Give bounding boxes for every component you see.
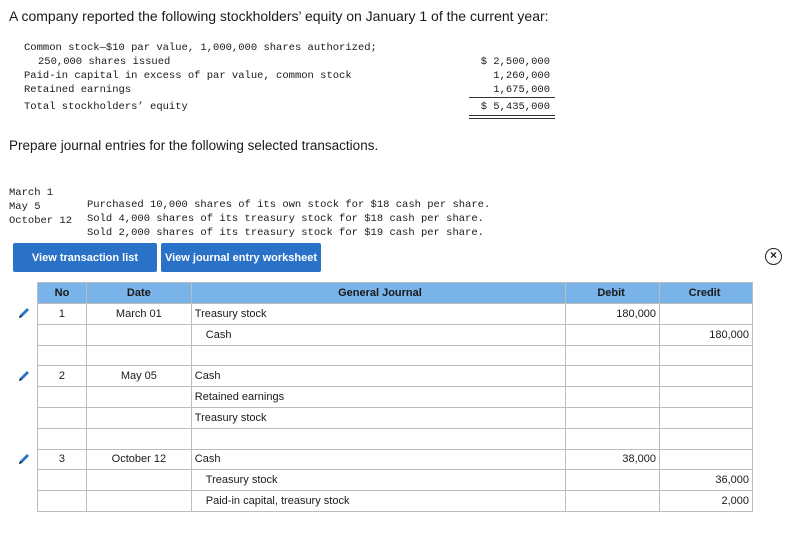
cell-account[interactable] — [191, 345, 565, 366]
table-row — [38, 366, 753, 387]
cell-no — [38, 470, 87, 491]
header-no: No — [38, 283, 87, 304]
close-icon[interactable]: × — [765, 248, 782, 265]
table-row — [38, 407, 753, 428]
table-row — [38, 345, 753, 366]
equity-label: Common stock—$10 par value, 1,000,000 shares authorized; — [24, 42, 377, 54]
cell-account[interactable]: Paid-in capital, treasury stock — [191, 491, 565, 512]
cell-account[interactable]: Cash — [191, 324, 565, 345]
cell-date — [86, 428, 191, 449]
cell-account[interactable]: Cash — [191, 366, 565, 387]
equity-row — [24, 100, 564, 114]
cell-date — [86, 324, 191, 345]
equity-label: 250,000 shares issued — [38, 56, 171, 68]
transaction-desc: Sold 4,000 shares of its treasury stock for $18 cash per share. — [87, 213, 484, 225]
table-row — [38, 304, 753, 325]
cell-no — [38, 345, 87, 366]
cell-account[interactable] — [191, 428, 565, 449]
cell-date: October 12 — [86, 449, 191, 470]
cell-date — [86, 345, 191, 366]
cell-debit[interactable] — [566, 366, 660, 387]
cell-debit[interactable]: 38,000 — [566, 449, 660, 470]
subtotal-rule — [469, 97, 555, 98]
cell-no — [38, 428, 87, 449]
total-rule — [469, 115, 555, 116]
cell-credit[interactable]: 180,000 — [660, 324, 753, 345]
cell-no: 2 — [38, 366, 87, 387]
table-row — [38, 449, 753, 470]
cell-no — [38, 324, 87, 345]
table-row — [38, 387, 753, 408]
cell-debit[interactable] — [566, 387, 660, 408]
cell-credit[interactable]: 2,000 — [660, 491, 753, 512]
cell-account[interactable]: Retained earnings — [191, 387, 565, 408]
general-journal-table — [37, 282, 753, 512]
cell-date: May 05 — [86, 366, 191, 387]
equity-label: Paid-in capital in excess of par value, common stock — [24, 70, 352, 82]
cell-no: 1 — [38, 304, 87, 325]
cell-account[interactable]: Treasury stock — [191, 470, 565, 491]
cell-debit[interactable]: 180,000 — [566, 304, 660, 325]
table-row — [38, 470, 753, 491]
equity-label: Retained earnings — [24, 84, 132, 96]
edit-entry-3-icon[interactable] — [17, 452, 31, 466]
equity-value: 1,675,000 — [493, 84, 550, 96]
cell-credit[interactable] — [660, 428, 753, 449]
cell-date — [86, 491, 191, 512]
table-header-row — [38, 283, 753, 304]
header-credit: Credit — [660, 283, 753, 304]
cell-credit[interactable] — [660, 387, 753, 408]
transaction-date: March 1 — [9, 187, 54, 199]
table-row — [38, 491, 753, 512]
transaction-date: May 5 — [9, 201, 41, 213]
cell-credit[interactable] — [660, 449, 753, 470]
cell-debit[interactable] — [566, 470, 660, 491]
cell-credit[interactable] — [660, 304, 753, 325]
equity-row — [24, 83, 564, 97]
cell-account[interactable]: Cash — [191, 449, 565, 470]
cell-credit[interactable] — [660, 407, 753, 428]
view-transaction-list-button[interactable]: View transaction list — [13, 243, 157, 272]
cell-credit[interactable] — [660, 345, 753, 366]
table-row — [38, 324, 753, 345]
header-general-journal: General Journal — [191, 283, 565, 304]
equity-value: $ 2,500,000 — [480, 56, 550, 68]
instructions: Prepare journal entries for the following selected transactions. — [9, 138, 379, 153]
cell-no: 3 — [38, 449, 87, 470]
view-journal-worksheet-button[interactable]: View journal entry worksheet — [161, 243, 321, 272]
cell-debit[interactable] — [566, 491, 660, 512]
table-row — [38, 428, 753, 449]
equity-row — [24, 41, 564, 55]
edit-entry-1-icon[interactable] — [17, 306, 31, 320]
cell-debit[interactable] — [566, 345, 660, 366]
cell-no — [38, 407, 87, 428]
equity-value: $ 5,435,000 — [480, 101, 550, 113]
cell-date — [86, 387, 191, 408]
cell-date — [86, 407, 191, 428]
equity-statement — [24, 41, 564, 114]
transaction-desc: Purchased 10,000 shares of its own stock for $18 cash per share. — [87, 199, 491, 211]
cell-debit[interactable] — [566, 324, 660, 345]
transaction-desc: Sold 2,000 shares of its treasury stock for $19 cash per share. — [87, 227, 484, 239]
equity-value: 1,260,000 — [493, 70, 550, 82]
header-date: Date — [86, 283, 191, 304]
total-rule — [469, 118, 555, 119]
cell-account[interactable]: Treasury stock — [191, 407, 565, 428]
cell-no — [38, 387, 87, 408]
cell-debit[interactable] — [566, 407, 660, 428]
equity-row — [24, 55, 564, 69]
cell-no — [38, 491, 87, 512]
header-debit: Debit — [566, 283, 660, 304]
cell-date — [86, 470, 191, 491]
cell-credit[interactable] — [660, 366, 753, 387]
cell-credit[interactable]: 36,000 — [660, 470, 753, 491]
cell-debit[interactable] — [566, 428, 660, 449]
edit-entry-2-icon[interactable] — [17, 369, 31, 383]
intro-text: A company reported the following stockholders’ equity on January 1 of the current year: — [9, 8, 549, 24]
cell-account[interactable]: Treasury stock — [191, 304, 565, 325]
equity-row — [24, 69, 564, 83]
cell-date: March 01 — [86, 304, 191, 325]
transaction-date: October 12 — [9, 215, 73, 227]
equity-label: Total stockholders’ equity — [24, 101, 188, 113]
